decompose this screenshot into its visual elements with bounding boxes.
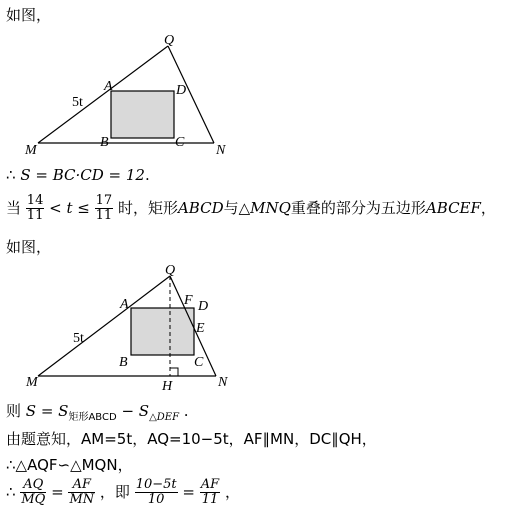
side-qn xyxy=(168,46,214,143)
label-n: N xyxy=(216,143,226,158)
text-line-4: 如图， xyxy=(6,238,52,256)
text-line-3: 当 $\frac{14}{11}$ < t ≤ $\frac{17}{11}$ 时，矩形ABCD与△MNQ重叠的部分为五边形ABCEF， xyxy=(6,193,496,224)
label-h-2: H xyxy=(162,379,173,394)
label-b: B xyxy=(100,135,109,150)
label-n-2: N xyxy=(218,375,228,390)
right-angle-mark xyxy=(170,368,178,376)
text-line-8: ∴ $\frac{AQ}{MQ}$ = $\frac{AF}{MN}$ ，即 $\frac{10-5t}{10}$ = $\frac{AF}{11}$ ， xyxy=(6,477,240,508)
text-line-7: ∴△AQF∽△MQN， xyxy=(6,456,133,474)
label-length: 5t xyxy=(72,95,83,110)
figure-2-pentagon-overlap xyxy=(0,258,260,394)
label-d: D xyxy=(176,83,187,98)
label-d-2: D xyxy=(198,299,209,314)
figure-1-triangle-rectangle xyxy=(0,28,260,163)
label-c-2: C xyxy=(194,355,204,370)
label-m: M xyxy=(25,143,37,158)
label-e-2: E xyxy=(196,321,205,336)
label-q-2: Q xyxy=(165,263,176,278)
text-line-5: 则 $S = S_{矩形ABCD} - S_{\triangle DEF}$ . xyxy=(6,402,189,423)
rectangle-abcd-2 xyxy=(131,308,194,355)
label-c: C xyxy=(175,135,185,150)
label-length-2: 5t xyxy=(73,331,84,346)
label-m-2: M xyxy=(26,375,38,390)
label-f-2: F xyxy=(184,293,193,308)
label-b-2: B xyxy=(119,355,128,370)
text-line-6: 由题意知，AM=5t，AQ=10−5t，AF∥MN，DC∥QH， xyxy=(6,430,377,448)
text-line-1: 如图， xyxy=(6,6,52,24)
label-q: Q xyxy=(164,33,175,48)
label-a: A xyxy=(104,79,113,94)
rectangle-abcd xyxy=(111,91,174,138)
text-line-2: ∴ S = BC·CD = 12. xyxy=(6,166,150,184)
label-a-2: A xyxy=(120,297,129,312)
